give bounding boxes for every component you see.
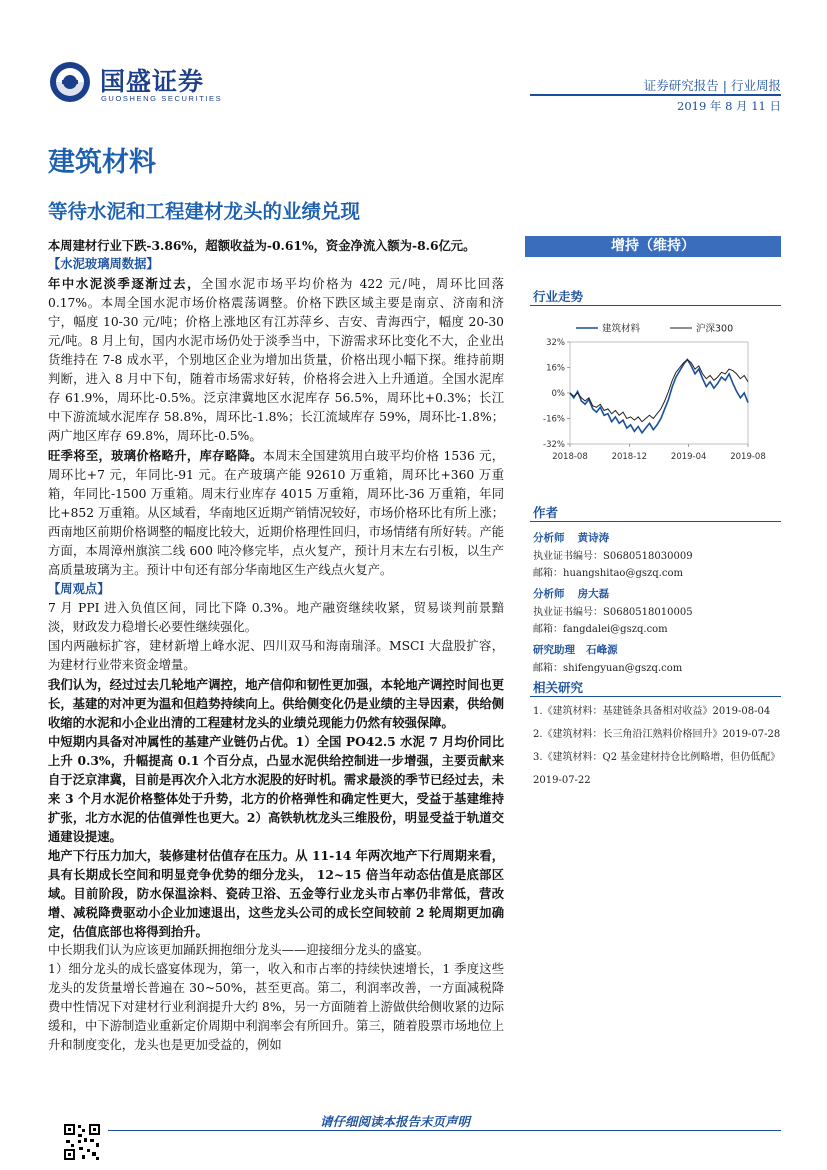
related-title: 相关研究 <box>533 680 584 695</box>
paragraph-growth: 1）细分龙头的成长盛宴体现为，第一，收入和市占率的持续快速增长，1 季度这些龙头的发货量增长普遍在 30~50%，甚至更高。第二，利润率改善，一方面减税降费中性情况下对建材行业利润提升大约 8%，另一方面随着上游做供给侧收紧的边际缓和，中下游制造业重新定价周期中利润率会有所回升。第三，随着股票市场地位上升和制度变化，龙头也是更加受益的，例如 <box>48 962 504 1052</box>
x-tick-label: 2018-12 <box>611 452 648 462</box>
logo-subtitle: GUOSHENG SECURITIES <box>101 94 223 103</box>
report-type-line <box>644 76 781 94</box>
trend-chart <box>528 316 784 468</box>
footer-notice: 请仔细阅读本报告末页声明 <box>320 1114 471 1129</box>
assistant-name: 石峰源 <box>586 644 618 656</box>
summary: 本周建材行业下跌-3.86%，超额收益为-0.61%，资金净流入额为-8.6亿元。 <box>48 238 476 253</box>
paragraph-view: 我们认为，经过过去几轮地产调控，地产信仰和韧性更加强，本轮地产调控时间也更长，基建的对冲更为温和但趋势持续向上。供给侧变化仍是业绩的主导因素，供给侧收缩的水泥和小企业出清的工程建材龙头的业绩兑现能力仍然有较强保障。 <box>48 677 504 730</box>
paragraph-glass-body: 本周末全国建筑用白玻平均价格 1536 元，周环比+7 元，年同比-91 元。在产玻璃产能 92610 万重箱，周环比+360 万重箱，年同比-1500 万重箱。周末行业库存 4015 万重箱，周环比-36 万重箱，年同比+852 万重箱。从区域看，华南地区近期产销情况较好，市场价格环比有所上涨；西南地区前期价格调整的幅度比较大，近期价格理性回归，市场情绪有所好转。产能方面，本周漳州旗滨二线 600 吨冷修完毕，点火复产，预计月末左右引板，以生产高质量玻璃为主。预计中旬还有部分华南地区生产线点火复产。 <box>48 449 504 577</box>
paragraph-property: 地产下行压力加大，装修建材估值存在压力。从 11-14 年两次地产下行周期来看，具有长期成长空间和明显竞争优势的细分龙头， 12~15 倍当年动态估值是底部区域。目前阶段，防水保温涂料、瓷砖卫浴、五金等行业龙头市占率仍非常低，营改增、减税降费驱动小企业加速退出，这些龙头公司的成长空间较前 2 轮周期更加确定，估值底部也将得到抬升。 <box>48 848 504 939</box>
paragraph-cement <box>48 274 504 446</box>
paragraph-margin: 国内两融标扩容，建材新增上峰水泥、四川双马和海南瑞泽。MSCI 大盘股扩容，为建材行业带来资金增量。 <box>48 639 504 672</box>
paragraph-infra: 中短期内具备对冲属性的基建产业链仍占优。1）全国 PO42.5 水泥 7 月均价同比上升 0.3%，升幅提高 0.1 个百分点，凸显水泥供给控制进一步增强，主要贡献来自于泛京津冀，目前是再次介入北方水泥股的好时机。需求最淡的季节已经过去，未来 3 个月水泥价格整体处于升势，北方的价格弹性和确定性更大，受益于基建维持扩张，北方水泥的估值弹性也更大。2）高铁轨枕龙头三维股份，明显受益于轨道交通建设提速。 <box>48 734 504 844</box>
paragraph-cement-lead: 年中水泥淡季逐渐过去， <box>48 276 202 291</box>
report-type: 证券研究报告 <box>643 78 719 93</box>
analyst-1 <box>533 526 783 548</box>
logo-name: 国盛证券 <box>100 67 205 96</box>
authors-rule <box>530 521 781 522</box>
x-tick-label: 2018-08 <box>552 452 588 462</box>
series-line-building-materials <box>570 360 748 433</box>
chart-frame <box>570 342 748 444</box>
assistant-role: 研究助理 <box>533 644 575 656</box>
report-date: 2019 年 8 月 11 日 <box>677 99 781 113</box>
related-item[interactable]: 2.《建筑材料：长三角沿江熟料价格回升》2019-07-28 <box>533 729 781 740</box>
y-tick-label: -32% <box>543 440 565 450</box>
analyst-2-role: 分析师 <box>533 588 565 600</box>
analyst-2-name: 房大磊 <box>577 588 610 600</box>
x-tick-label: 2019-04 <box>670 452 707 462</box>
authors-title: 作者 <box>533 505 559 520</box>
y-tick-label: 32% <box>546 338 565 348</box>
legend-label: 建筑材料 <box>602 323 641 335</box>
related-rule <box>530 696 781 697</box>
y-tick-label: -16% <box>543 414 565 425</box>
related-list <box>533 700 785 792</box>
paragraph-glass-lead: 旺季将至，玻璃价格略升，库存略降。 <box>48 448 263 463</box>
section-header-cement-glass: 【水泥玻璃周数据】 <box>48 257 159 271</box>
header-separator: | <box>722 78 727 93</box>
header-rule <box>530 94 781 96</box>
report-category: 行业周报 <box>730 78 781 93</box>
y-tick-label: 16% <box>546 363 565 374</box>
analyst-1-name: 黄诗涛 <box>577 532 610 544</box>
legend-label: 沪深300 <box>696 323 734 335</box>
logo <box>48 58 228 106</box>
trend-title: 行业走势 <box>533 289 584 304</box>
logo-emblem-icon <box>48 60 92 104</box>
main-column <box>48 236 504 1055</box>
paragraph-glass <box>48 446 504 580</box>
analyst-1-email[interactable]: 邮箱：huangshitao@gszq.com <box>533 568 683 579</box>
analyst-2 <box>533 582 783 604</box>
analyst-2-email[interactable]: 邮箱：fangdalei@gszq.com <box>533 624 668 635</box>
related-item[interactable]: 3.《建筑材料：Q2 基金建材持仓比例略增，但仍低配》 <box>533 752 781 763</box>
analyst-2-cert: 执业证书编号：S0680518010005 <box>533 607 693 618</box>
paragraph-ppi: 7 月 PPI 进入负值区间，同比下降 0.3%。地产融资继续收紧，贸易谈判前景黯淡，财政发力稳增长必要性继续强化。 <box>48 601 504 634</box>
analyst-1-cert: 执业证书编号：S0680518030009 <box>533 551 693 562</box>
paragraph-longterm: 中长期我们认为应该更加踊跃拥抱细分龙头——迎接细分龙头的盛宴。 <box>48 943 430 957</box>
trend-rule <box>530 305 781 306</box>
footer-rule <box>108 1130 781 1131</box>
author-list <box>533 526 783 677</box>
section-header-view: 【周观点】 <box>48 582 110 596</box>
assistant-email[interactable]: 邮箱：shifengyuan@gszq.com <box>533 663 683 674</box>
y-tick-label: 0% <box>551 389 565 399</box>
report-title: 等待水泥和工程建材龙头的业绩兑现 <box>48 200 361 223</box>
rating-badge: 增持（维持） <box>525 236 781 257</box>
related-item-date: 2019-07-22 <box>533 775 591 786</box>
sector-title: 建筑材料 <box>48 147 156 178</box>
qr-code-icon <box>62 1122 102 1162</box>
analyst-1-role: 分析师 <box>533 532 565 544</box>
x-tick-label: 2019-08 <box>730 452 766 462</box>
related-item[interactable]: 1.《建筑材料：基建链条具备相对收益》2019-08-04 <box>533 706 771 717</box>
paragraph-cement-body: 全国水泥市场平均价格为 422 元/吨，周环比回落 0.17%。本周全国水泥市场价格震荡调整。价格下跌区域主要是南京、济南和济宁，幅度 10-30 元/吨；价格上涨地区有江苏萍乡、吉安、青海西宁，幅度 20-30 元/吨。8 月上旬，国内水泥市场仍处于淡季当中，下游需求环比变化不大，企业出货维持在 7-8 成水平，个别地区企业为增加出货量，价格出现小幅下探。维持前期判断，进入 8 月中下旬，随着市场需求好转，价格将会进入上升通道。全国水泥库存 61.9%，周环比-0.5%。泛京津冀地区水泥库存 56.5%，周环比+0.3%；长江中下游流域水泥库存 58.8%，周环比-1.8%；长江流域库存 59%，周环比-1.8%；两广地区库存 69.8%，周环比-0.5%。 <box>48 277 504 443</box>
assistant <box>533 638 783 660</box>
